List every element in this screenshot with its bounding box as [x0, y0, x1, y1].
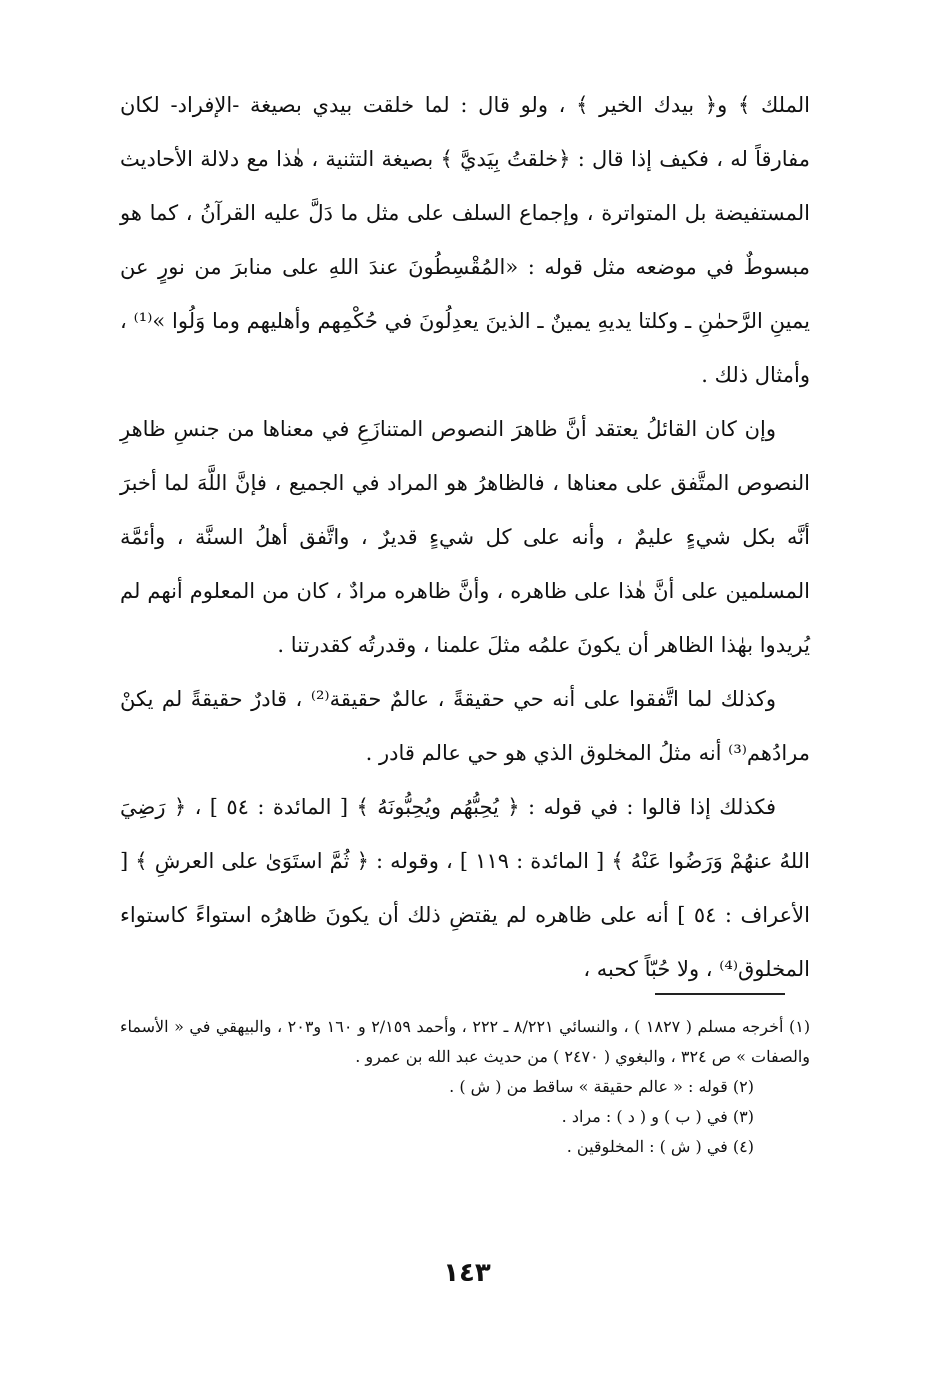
paragraph-1: الملك ﴾ و﴿ بيدك الخير ﴾ ، ولو قال : لما خلقت بيدي بصيغة -الإفراد- لكان مفارقاً له ، فكيف إذا قال : ﴿خلقتُ بِيَديَّ ﴾ بصيغة التثنية ، هٰذا مع دلالة الأحاديث المستفيضة بل المتواترة ، وإجماع السلف على مثل ما دَلَّ عليه القرآنُ ، كما هو مبسوطٌ في موضعه مثل قوله : «المُقْسِطُونَ عندَ اللهِ على منابرَ من نورٍ عن يمينِ الرَّحمٰنِ ـ وكلتا يديهِ يمينٌ ـ الذينَ يعدِلُونَ في حُكْمِهم وأهليهم وما وَلُوا »⁽¹⁾ ، وأمثال ذلك . — [120, 93, 810, 387]
page-number: ١٤٣ — [443, 1258, 491, 1288]
footnote-separator — [655, 993, 785, 995]
paragraph-3: وكذلك لما اتَّفقوا على أنه حي حقيقةً ، عالمٌ حقيقة⁽²⁾ ، قادرٌ حقيقةً لم يكنْ مرادُهم⁽³⁾ أنه مثلُ المخلوق الذي هو حي عالم قادر . — [120, 687, 810, 765]
footnotes — [120, 1012, 810, 1162]
paragraph-2: وإن كان القائلُ يعتقد أنَّ ظاهرَ النصوص المتنازَعِ في معناها من جنسِ ظاهرِ النصوص المتَّفق على معناها ، فالظاهرُ هو المراد في الجميع ، فإنَّ اللَّهَ لما أخبرَ أنَّه بكل شيءٍ عليمٌ ، وأنه على كل شيءٍ قديرٌ ، واتَّفق أهلُ السنَّة ، وأئمَّة المسلمين على أنَّ هٰذا على ظاهره ، وأنَّ ظاهره مرادٌ ، كان من المعلوم أنهم لم يُريدوا بهٰذا الظاهر أن يكونَ علمُه مثلَ علمنا ، وقدرتُه كقدرتنا . — [120, 417, 810, 657]
footnote-4: (٤) في ( ش ) : المخلوقين . — [566, 1137, 754, 1156]
footnote-3: (٣) في ( ب ) و ( د ) : مراد . — [561, 1107, 754, 1126]
paragraph-4: فكذلك إذا قالوا : في قوله : ﴿ يُحِبُّهُم ويُحِبُّونَهُ ﴾ [ المائدة : ٥٤ ] ، ﴿ رَضِيَ اللهُ عنهُمْ وَرَضُوا عَنْهُ ﴾ [ المائدة : ١١٩ ] ، وقوله : ﴿ ثُمَّ استَوَىٰ على العرشِ ﴾ [ الأعراف : ٥٤ ] أنه على ظاهره لم يقتضِ ذلك أن يكونَ ظاهرُه استواءً كاستواء المخلوق⁽⁴⁾ ، ولا حُبّاً كحبه ، — [120, 795, 810, 981]
main-text — [120, 78, 810, 996]
footnote-1: (١) أخرجه مسلم ( ١٨٢٧ ) ، والنسائي ٨/٢٢١ ـ ٢٢٢ ، وأحمد ٢/١٥٩ و ١٦٠ و٢٠٣ ، والبيهقي في « الأسماء والصفات » ص ٣٢٤ ، والبغوي ( ٢٤٧٠ ) من حديث عبد الله بن عمرو . — [120, 1017, 811, 1066]
footnote-2: (٢) قوله : « عالم حقيقة » ساقط من ( ش ) . — [449, 1077, 754, 1096]
